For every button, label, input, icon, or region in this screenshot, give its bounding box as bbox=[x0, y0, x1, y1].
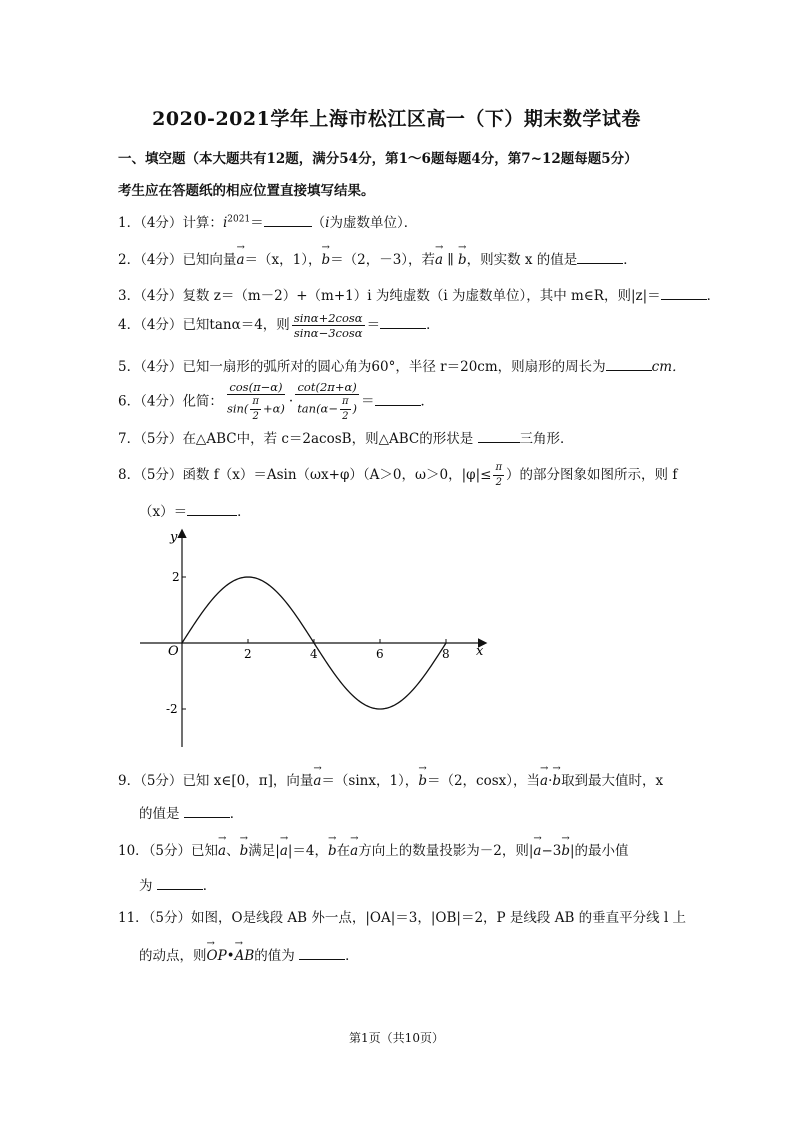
vector-op: → OP bbox=[207, 948, 227, 964]
question-3: 3．（4分）复数 z＝（m－2）+（m+1）i 为纯虚数（i 为虚数单位），其中 m∈R，则|z|＝ ． bbox=[118, 284, 720, 304]
x-tick-label: 6 bbox=[376, 647, 384, 661]
vector-a: → a bbox=[236, 252, 244, 268]
question-10: 10．（5分）已知→ a、→ b满足|→ a|＝4，→ b在→ a方向上的数量投影为－2，则|→ a−3→ b|的最小值 bbox=[118, 839, 629, 859]
question-8-line2: （x）＝ ． bbox=[139, 500, 251, 520]
question-4: 4．（4分）已知tanα＝4，则 $\frac{\sin\alpha+2\cos\alpha}{\sin\alpha-3\cos\alpha}$ ＝ ． bbox=[118, 311, 440, 340]
x-tick-label: 4 bbox=[310, 647, 318, 661]
y-tick-label: 2 bbox=[172, 570, 180, 584]
question-1: 1．（4分）计算：$i^{2021}= (i$为虚数单位）． bbox=[118, 211, 417, 231]
y-axis-label: y bbox=[170, 530, 178, 545]
answer-blank bbox=[577, 249, 623, 264]
vector-a: → a bbox=[280, 843, 288, 859]
answer-blank bbox=[184, 803, 230, 818]
vector-b: → b bbox=[418, 773, 427, 789]
vector-ab: → AB bbox=[235, 948, 255, 964]
fraction: $\frac{\sin\alpha+2\cos\alpha}{\sin\alpha-3\cos\alpha}$ bbox=[293, 311, 363, 340]
vector-b: → b bbox=[328, 843, 337, 859]
x-axis-label: x bbox=[476, 644, 484, 659]
answer-blank bbox=[375, 391, 421, 406]
answer-blank bbox=[264, 212, 312, 227]
question-5: 5．（4分）已知一扇形的弧所对的圆心角为60°，半径 r＝20cm，则扇形的周长为 cm． bbox=[118, 355, 686, 375]
vector-b: → b bbox=[321, 252, 330, 268]
vector-b: → b bbox=[552, 773, 561, 789]
vector-a: → a bbox=[435, 252, 443, 268]
question-2: 2．（4分）已知向量→ a＝（x，1），→ b＝（2，－3），若→ a ∥ → b，则实数 x 的值是 ． bbox=[118, 248, 637, 268]
page-footer: 第1页（共10页） bbox=[349, 1031, 444, 1045]
origin-label: O bbox=[168, 644, 179, 659]
question-6: 6．（4分）化简： cos(π−α) sin( $\frac{\pi}{2}$ +α) · cot(2π+α) tan(α− $\frac{\pi}{2}$ ) ＝ ． bbox=[118, 380, 435, 422]
section-heading: 一、填空题（本大题共有12题，满分54分，第1～6题每题4分，第7~12题每题5分） bbox=[118, 151, 638, 167]
vector-a: → a bbox=[533, 843, 541, 859]
answer-blank bbox=[478, 428, 520, 443]
answer-blank bbox=[606, 356, 652, 371]
answer-blank bbox=[380, 314, 426, 329]
question-7: 7．（5分）在△ABC中，若 c＝2acosB，则△ABC的形状是 三角形． bbox=[118, 427, 574, 447]
page-title: 2020-2021学年上海市松江区高一（下）期末数学试卷 bbox=[152, 108, 641, 130]
question-11: 11．（5分）如图，O是线段 AB 外一点，|OA|＝3，|OB|＝2，P 是线段 AB 的垂直平分线 l 上 bbox=[118, 910, 687, 926]
answer-blank bbox=[299, 945, 345, 960]
question-9-line2: 的值是 ． bbox=[139, 802, 243, 822]
vector-b: → b bbox=[240, 843, 249, 859]
x-tick-label: 8 bbox=[442, 647, 450, 661]
vector-a: → a bbox=[350, 843, 358, 859]
question-11-line2: 的动点，则→ OP•→ AB的值为 ． bbox=[139, 944, 359, 964]
section-instruction: 考生应在答题纸的相应位置直接填写结果。 bbox=[118, 183, 375, 199]
vector-a: → a bbox=[313, 773, 321, 789]
fraction: $\frac{\pi}{2}$ bbox=[495, 462, 503, 488]
question-10-line2: 为 ． bbox=[139, 874, 216, 894]
vector-b: → b bbox=[458, 252, 467, 268]
answer-blank bbox=[661, 285, 707, 300]
question-9: 9．（5分）已知 x∈[0，π]，向量→ a＝（sinx，1），→ b＝（2，cosx），当→ a·→ b取到最大值时，x bbox=[118, 769, 663, 789]
answer-blank bbox=[157, 875, 203, 890]
vector-a: → a bbox=[218, 843, 226, 859]
question-8: 8．（5分）函数 f（x）＝Asin（ωx+φ）（A＞0，ω＞0，|φ|≤ $\frac{\pi}{2}$ ）的部分图象如图所示，则 f bbox=[118, 462, 678, 488]
fraction: cot(2π+α) tan(α− $\frac{\pi}{2}$ ) bbox=[297, 380, 358, 422]
x-tick-label: 2 bbox=[244, 647, 252, 661]
answer-blank bbox=[187, 501, 237, 516]
vector-b: → b bbox=[561, 843, 570, 859]
vector-a: → a bbox=[540, 773, 548, 789]
sine-graph bbox=[140, 525, 500, 755]
y-tick-label: -2 bbox=[166, 702, 178, 716]
fraction: cos(π−α) sin( $\frac{\pi}{2}$ +α) bbox=[226, 380, 285, 422]
